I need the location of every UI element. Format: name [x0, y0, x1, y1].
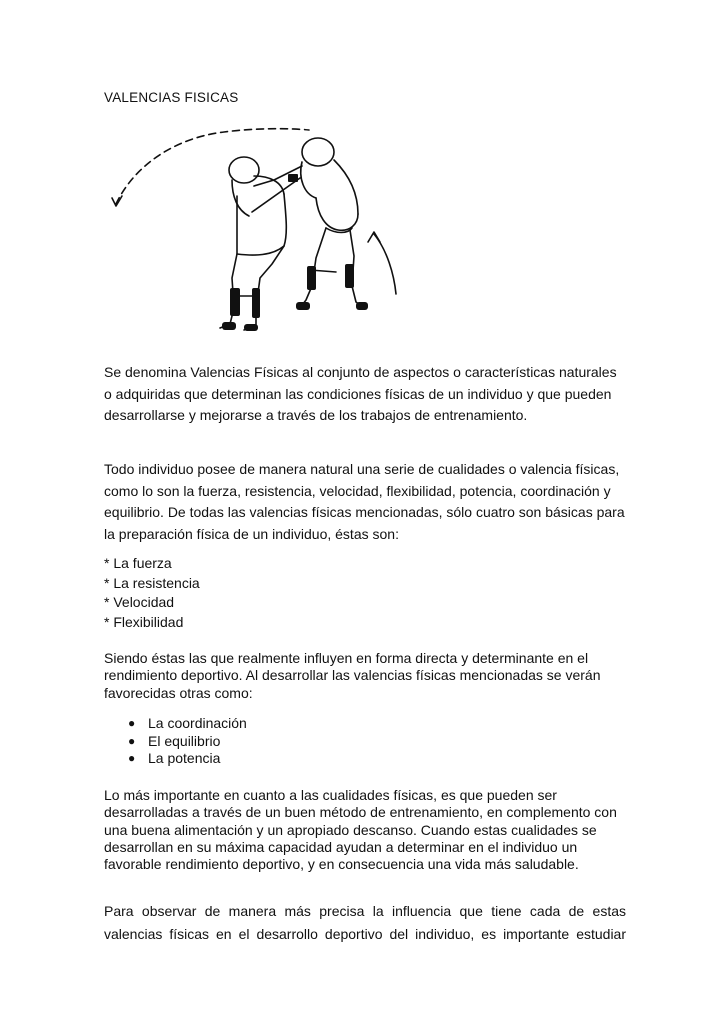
paragraph-observation — [104, 900, 626, 946]
basic-valences-list — [104, 554, 200, 632]
paragraph-qualities: Todo individuo posee de manera natural una serie de cualidades o valencia físicas, como lo son la fuerza, resistencia, velocidad, flexibilidad, potencia, coordinación y equilibrio. De todas las valencias físicas mencionadas, sólo cuatro son básicas para la preparación física de un individuo, éstas son: — [104, 461, 625, 542]
paragraph-definition: Se denomina Valencias Físicas al conjunto de aspectos o características naturales o adquiridas que determinan las condiciones físicas de un individuo y que pueden desarrollarse y mejorarse a través de los trabajos de entrenamiento. — [104, 364, 617, 423]
paragraph-line: valencias físicas en el desarrollo deportivo del individuo, es importante estudiar — [104, 926, 626, 942]
list-item-label: El equilibrio — [148, 732, 221, 749]
paragraph-importance: Lo más importante en cuanto a las cualidades físicas, es que pueden ser desarrolladas a través de un buen método de entrenamiento, en complemento con una buena alimentación y un apropiado descanso. Cuando estas cualidades se desarrollan en su máxima capacidad ayudan a determinar en el individuo un favorable rendimiento deportivo, y en consecuencia una vida más saludable. — [104, 787, 617, 873]
paragraph-influence: Siendo éstas las que realmente influyen en forma directa y determinante en el rendimiento deportivo. Al desarrollar las valencias físicas mencionadas se verán favorecidas otras como: — [104, 650, 601, 701]
list-item: * Flexibilidad — [104, 613, 184, 630]
favored-valences-list — [124, 715, 247, 768]
list-item: * La resistencia — [104, 574, 200, 591]
list-item-label: La coordinación — [148, 715, 247, 731]
list-item — [124, 715, 247, 733]
page-title: VALENCIAS FISICAS — [104, 90, 239, 105]
bullet-icon: ● — [128, 751, 136, 766]
list-item: * Velocidad — [104, 594, 175, 610]
paragraph-line: Para observar de manera más precisa la influencia que tiene cada de estas — [104, 903, 626, 919]
list-item-label: La potencia — [148, 750, 221, 767]
leapfrog-illustration — [104, 116, 424, 346]
bullet-icon: ● — [128, 716, 136, 730]
list-item — [124, 733, 247, 751]
bullet-icon: ● — [128, 733, 136, 748]
list-item — [124, 750, 247, 768]
list-item: * La fuerza — [104, 555, 172, 571]
